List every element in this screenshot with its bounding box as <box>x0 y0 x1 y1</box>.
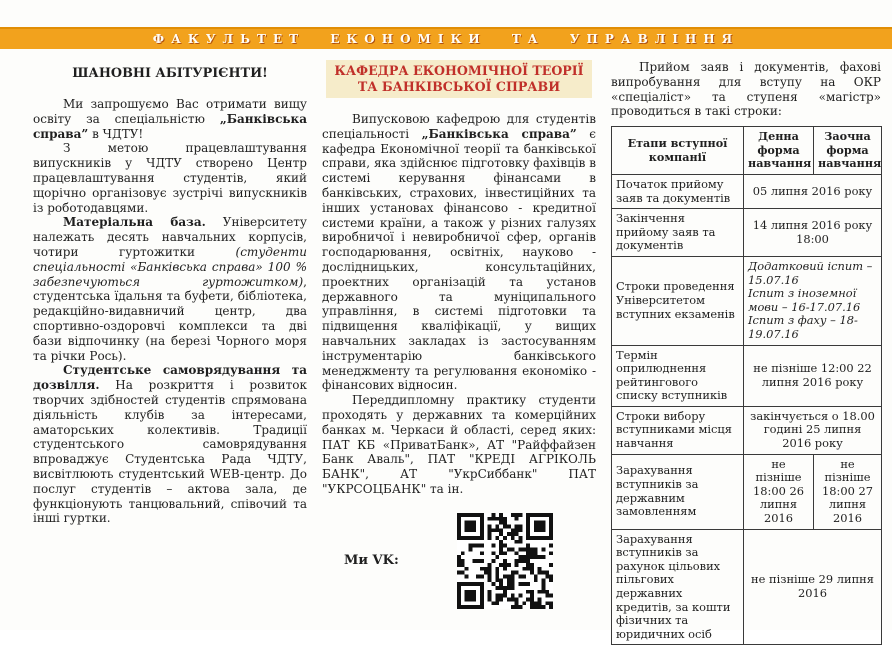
faculty-header-band <box>0 27 892 49</box>
exam-line: Іспит з іноземної мови – 16-17.07.16 <box>748 286 861 314</box>
admission-schedule-table <box>611 126 882 645</box>
middle-paragraph-practice: Переддипломну практику студенти проходять у державних та комерційних банках м. Черкаси й області, серед яких: ПАТ КБ «ПриватБанк», АТ "Райффайзен Банк Аваль", ПАТ "КРЕДІ АГРІКОЛЬ БАНК", АТ "УкрСиббанк" ПАТ "УКРСОЦБАНК" та ін. <box>322 393 596 496</box>
vk-label: Ми VK: <box>344 553 399 569</box>
left-paragraph-invitation <box>33 97 307 141</box>
table-row <box>612 529 882 645</box>
table-row <box>612 256 882 345</box>
exam-line: Додатковий іспит – 15.07.16 <box>748 258 873 287</box>
row-value: 05 липня 2016 року <box>744 174 882 208</box>
dorm-note-italic: (студенти спеціальності «Банківська справа» 100 % забезпечуються гуртожитком) <box>33 244 307 289</box>
left-paragraph-employment: З метою працевлаштування випускників у ЧДТУ створено Центр працевлаштування студентів, який щорічно організовує зустрічі випускників із роботодавцями. <box>33 141 307 215</box>
table-row <box>612 345 882 406</box>
left-paragraph-student-life <box>33 363 307 526</box>
faculty-title: ФАКУЛЬТЕТ ЕКОНОМІКИ ТА УПРАВЛІННЯ <box>152 32 740 46</box>
middle-paragraph-department <box>322 112 596 393</box>
text-segment: Випусковою кафедрою для студентів спеціальності <box>322 112 596 141</box>
left-paragraph-facilities <box>33 215 307 363</box>
text-segment: Університету належать десять навчальних корпусів, чотири гуртожитки <box>33 215 307 259</box>
col-header-parttime: Заочна форма навчання <box>814 127 882 175</box>
row-value-fulltime: не пізніше 18:00 26 липня 2016 <box>744 454 814 529</box>
col-header-stage: Етапи вступної компанії <box>612 127 744 175</box>
table-row <box>612 209 882 257</box>
table-row <box>612 406 882 454</box>
middle-column <box>322 60 596 609</box>
table-header-row <box>612 127 882 175</box>
vk-block <box>322 513 596 609</box>
department-title: КАФЕДРА ЕКОНОМІЧНОЇ ТЕОРІЇ ТА БАНКІВСЬКОЇ СПРАВИ <box>326 60 592 98</box>
applicants-heading: ШАНОВНІ АБІТУРІЄНТИ! <box>72 66 268 81</box>
row-label: Зарахування вступників за державним замовленням <box>612 454 744 529</box>
row-label: Строки вибору вступниками місця навчання <box>612 406 744 454</box>
row-value-parttime: не пізніше 18:00 27 липня 2016 <box>814 454 882 529</box>
text-segment: Ми запрошуємо Вас отримати вищу освіту за спеціальністю <box>33 97 307 126</box>
specialty-name-bold: „Банківська справа” <box>33 111 307 141</box>
row-value: не пізніше 29 липня 2016 <box>744 529 882 645</box>
row-value: не пізніше 12:00 22 липня 2016 року <box>744 345 882 406</box>
qr-code <box>457 513 553 609</box>
text-segment: є кафедра Економічної теорії та банківської справи, яка здійснює підготовку фахівців в системі керування фінансами в банківських, страхових, інвестиційних та інших установах фінансово - кредитної системи країни, а також у різних галузях виробничої і невиробничої сфер, органів господарювання, освітніх, науково - дослідницьких, консультаційних, проектних організацій та установ державного та муніципального управління, в системі підготовки та підвищення кваліфікації, у вищих навчальних закладах із застосуванням інструментарію банківського менеджменту та регулювання економіко - фінансових відносин. <box>322 126 596 393</box>
admission-intro: Прийом заяв і документів, фахові випробування для вступу на ОКР «спеціаліст» та ступеня «магістр» проводиться в такі строки: <box>611 60 881 119</box>
row-value: закінчується о 18.00 годині 25 липня 2016 року <box>744 406 882 454</box>
row-value-exams <box>744 256 882 345</box>
qr-code-graphic <box>457 513 553 609</box>
content-columns <box>33 60 882 645</box>
left-column <box>33 60 307 526</box>
row-label: Зарахування вступників за рахунок цільових пільгових державних кредитів, за кошти фізичних та юридичних осіб <box>612 529 744 645</box>
text-segment: в ЧДТУ! <box>88 126 144 141</box>
table-row <box>612 454 882 529</box>
row-label: Термін оприлюднення рейтингового списку вступників <box>612 345 744 406</box>
student-life-lead-bold: Студентське самоврядування та дозвілля. <box>33 363 307 393</box>
right-column <box>611 60 881 645</box>
table-row <box>612 174 882 208</box>
text-segment: , студентська їдальня та буфети, бібліотека, редакційно-видавничий центр, два спортивно-оздоровчі комплекси та дві бази відпочинку (на березі Чорного моря та річки Рось). <box>33 274 307 363</box>
text-segment: На розкриття і розвиток творчих здібностей студентів спрямована діяльність клубів за інтересами, аматорських колективів. Традиції студентського самоврядування впроваджує Студентська Рада ЧДТУ, висвітлюють студентський WEB-центр. До послуг студентів – актова зала, де функціонують танцювальний, співочий та інші гуртки. <box>33 378 307 526</box>
row-value: 14 липня 2016 року 18:00 <box>744 209 882 257</box>
specialty-name-bold: „Банківська справа” <box>421 126 577 141</box>
exam-line: Іспит з фаху – 18-19.07.16 <box>748 313 858 341</box>
row-label: Строки проведення Університетом вступних екзаменів <box>612 256 744 345</box>
row-label: Закінчення прийому заяв та документів <box>612 209 744 257</box>
facilities-lead-bold: Матеріальна база. <box>63 215 206 230</box>
row-label: Початок прийому заяв та документів <box>612 174 744 208</box>
col-header-fulltime: Денна форма навчання <box>744 127 814 175</box>
